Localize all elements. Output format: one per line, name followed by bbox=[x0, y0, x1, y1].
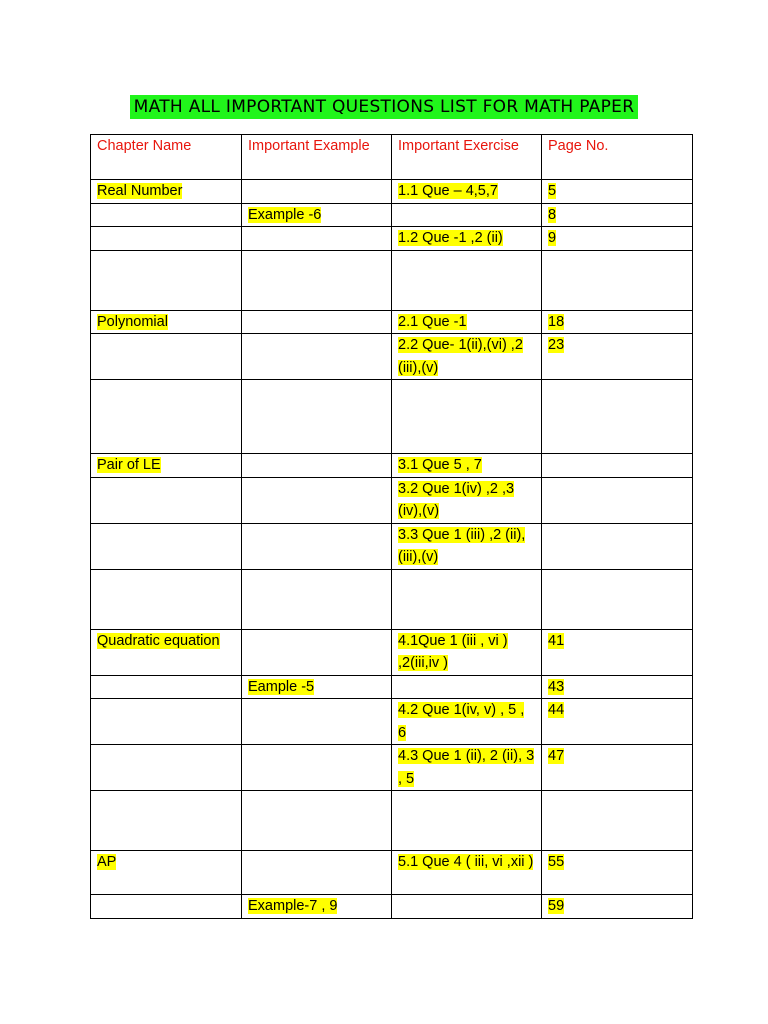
table-row bbox=[91, 895, 693, 919]
page-cell bbox=[542, 523, 693, 569]
example-cell-text: Example-7 , 9 bbox=[248, 898, 338, 914]
table-row bbox=[91, 629, 693, 675]
exercise-cell bbox=[392, 250, 542, 310]
example-cell bbox=[242, 675, 392, 699]
page-cell bbox=[542, 454, 693, 478]
chapter-cell bbox=[91, 675, 242, 699]
chapter-cell bbox=[91, 851, 242, 895]
example-cell bbox=[242, 895, 392, 919]
chapter-cell-text: Polynomial bbox=[97, 313, 168, 330]
table-row bbox=[91, 380, 693, 454]
exercise-cell bbox=[392, 851, 542, 895]
page-cell-text: 9 bbox=[548, 230, 557, 246]
page-cell bbox=[542, 227, 693, 251]
table-row bbox=[91, 203, 693, 227]
example-cell-text: Eample -5 bbox=[248, 678, 315, 695]
example-cell bbox=[242, 851, 392, 895]
exercise-cell bbox=[392, 569, 542, 629]
example-cell bbox=[242, 203, 392, 227]
page-cell bbox=[542, 180, 693, 204]
table-row bbox=[91, 180, 693, 204]
exercise-cell bbox=[392, 523, 542, 569]
example-cell bbox=[242, 629, 392, 675]
chapter-cell bbox=[91, 203, 242, 227]
exercise-cell bbox=[392, 895, 542, 919]
table-row bbox=[91, 699, 693, 745]
chapter-cell bbox=[91, 699, 242, 745]
example-cell bbox=[242, 523, 392, 569]
table-row bbox=[91, 250, 693, 310]
example-cell bbox=[242, 745, 392, 791]
chapter-cell bbox=[91, 791, 242, 851]
exercise-cell bbox=[392, 477, 542, 523]
exercise-cell bbox=[392, 180, 542, 204]
exercise-cell-text: 4.3 Que 1 (ii), 2 (ii), 3 , 5 bbox=[398, 748, 535, 787]
example-cell bbox=[242, 699, 392, 745]
exercise-cell-text: 2.2 Que- 1(ii),(vi) ,2 (iii),(v) bbox=[398, 337, 523, 376]
page-cell bbox=[542, 310, 693, 334]
page-cell-text: 8 bbox=[548, 206, 557, 223]
chapter-cell bbox=[91, 227, 242, 251]
title-wrap bbox=[0, 95, 768, 119]
page-cell-text: 44 bbox=[548, 702, 565, 718]
page-cell bbox=[542, 380, 693, 454]
example-cell bbox=[242, 791, 392, 851]
example-cell bbox=[242, 250, 392, 310]
exercise-cell-text: 1.1 Que – 4,5,7 bbox=[398, 183, 498, 199]
questions-table bbox=[90, 134, 693, 919]
exercise-cell-text: 3.1 Que 5 , 7 bbox=[398, 457, 482, 473]
exercise-cell bbox=[392, 203, 542, 227]
chapter-cell-text: AP bbox=[97, 854, 117, 870]
example-cell bbox=[242, 477, 392, 523]
example-cell bbox=[242, 380, 392, 454]
page-cell-text: 47 bbox=[548, 748, 565, 764]
page-title: MATH ALL IMPORTANT QUESTIONS LIST FOR MATH PAPER bbox=[130, 95, 639, 119]
page-cell bbox=[542, 250, 693, 310]
chapter-cell-text: Real Number bbox=[97, 183, 183, 199]
table-row bbox=[91, 569, 693, 629]
page-cell bbox=[542, 699, 693, 745]
chapter-cell bbox=[91, 454, 242, 478]
page-cell bbox=[542, 334, 693, 380]
exercise-cell bbox=[392, 380, 542, 454]
exercise-cell bbox=[392, 310, 542, 334]
chapter-cell bbox=[91, 380, 242, 454]
table-row bbox=[91, 851, 693, 895]
chapter-cell bbox=[91, 310, 242, 334]
example-cell bbox=[242, 334, 392, 380]
chapter-cell bbox=[91, 523, 242, 569]
page-cell bbox=[542, 569, 693, 629]
page-cell-text: 41 bbox=[548, 632, 565, 649]
table-row bbox=[91, 334, 693, 380]
exercise-cell-text: 3.3 Que 1 (iii) ,2 (ii),(iii),(v) bbox=[398, 526, 526, 565]
exercise-cell bbox=[392, 227, 542, 251]
page-cell bbox=[542, 629, 693, 675]
chapter-cell-text: Pair of LE bbox=[97, 457, 161, 473]
header-important-example: Important Example bbox=[242, 135, 392, 180]
page-cell-text: 55 bbox=[548, 854, 565, 870]
header-row bbox=[91, 135, 693, 180]
example-cell-text: Example -6 bbox=[248, 206, 322, 223]
exercise-cell bbox=[392, 699, 542, 745]
table-row bbox=[91, 523, 693, 569]
exercise-cell-text: 5.1 Que 4 ( iii, vi ,xii ) bbox=[398, 854, 534, 870]
exercise-cell-text: 2.1 Que -1 bbox=[398, 313, 467, 330]
header-page-no: Page No. bbox=[542, 135, 693, 180]
header-chapter-name: Chapter Name bbox=[91, 135, 242, 180]
exercise-cell-text: 1.2 Que -1 ,2 (ii) bbox=[398, 230, 503, 246]
table-row bbox=[91, 791, 693, 851]
page-cell bbox=[542, 791, 693, 851]
chapter-cell bbox=[91, 477, 242, 523]
table-row bbox=[91, 310, 693, 334]
example-cell bbox=[242, 454, 392, 478]
page-cell bbox=[542, 675, 693, 699]
page-cell-text: 23 bbox=[548, 337, 565, 353]
exercise-cell bbox=[392, 629, 542, 675]
header-important-exercise: Important Exercise bbox=[392, 135, 542, 180]
page-cell bbox=[542, 851, 693, 895]
chapter-cell bbox=[91, 745, 242, 791]
chapter-cell bbox=[91, 569, 242, 629]
example-cell bbox=[242, 310, 392, 334]
table-row bbox=[91, 745, 693, 791]
example-cell bbox=[242, 569, 392, 629]
exercise-cell bbox=[392, 745, 542, 791]
table-row bbox=[91, 477, 693, 523]
chapter-cell-text: Quadratic equation bbox=[97, 632, 220, 649]
page-cell bbox=[542, 203, 693, 227]
table-row bbox=[91, 454, 693, 478]
page-cell bbox=[542, 745, 693, 791]
chapter-cell bbox=[91, 334, 242, 380]
page-cell-text: 5 bbox=[548, 183, 557, 199]
exercise-cell bbox=[392, 334, 542, 380]
example-cell bbox=[242, 227, 392, 251]
page-cell-text: 43 bbox=[548, 678, 565, 695]
page-cell bbox=[542, 477, 693, 523]
chapter-cell bbox=[91, 250, 242, 310]
chapter-cell bbox=[91, 629, 242, 675]
chapter-cell bbox=[91, 180, 242, 204]
exercise-cell bbox=[392, 675, 542, 699]
exercise-cell-text: 4.2 Que 1(iv, v) , 5 , 6 bbox=[398, 702, 525, 741]
exercise-cell-text: 3.2 Que 1(iv) ,2 ,3 (iv),(v) bbox=[398, 480, 515, 519]
page-cell-text: 18 bbox=[548, 313, 565, 330]
exercise-cell bbox=[392, 791, 542, 851]
example-cell bbox=[242, 180, 392, 204]
exercise-cell-text: 4.1Que 1 (iii , vi ) ,2(iii,iv ) bbox=[398, 632, 508, 671]
chapter-cell bbox=[91, 895, 242, 919]
page-cell-text: 59 bbox=[548, 898, 565, 914]
table-row bbox=[91, 675, 693, 699]
table-row bbox=[91, 227, 693, 251]
page-cell bbox=[542, 895, 693, 919]
exercise-cell bbox=[392, 454, 542, 478]
